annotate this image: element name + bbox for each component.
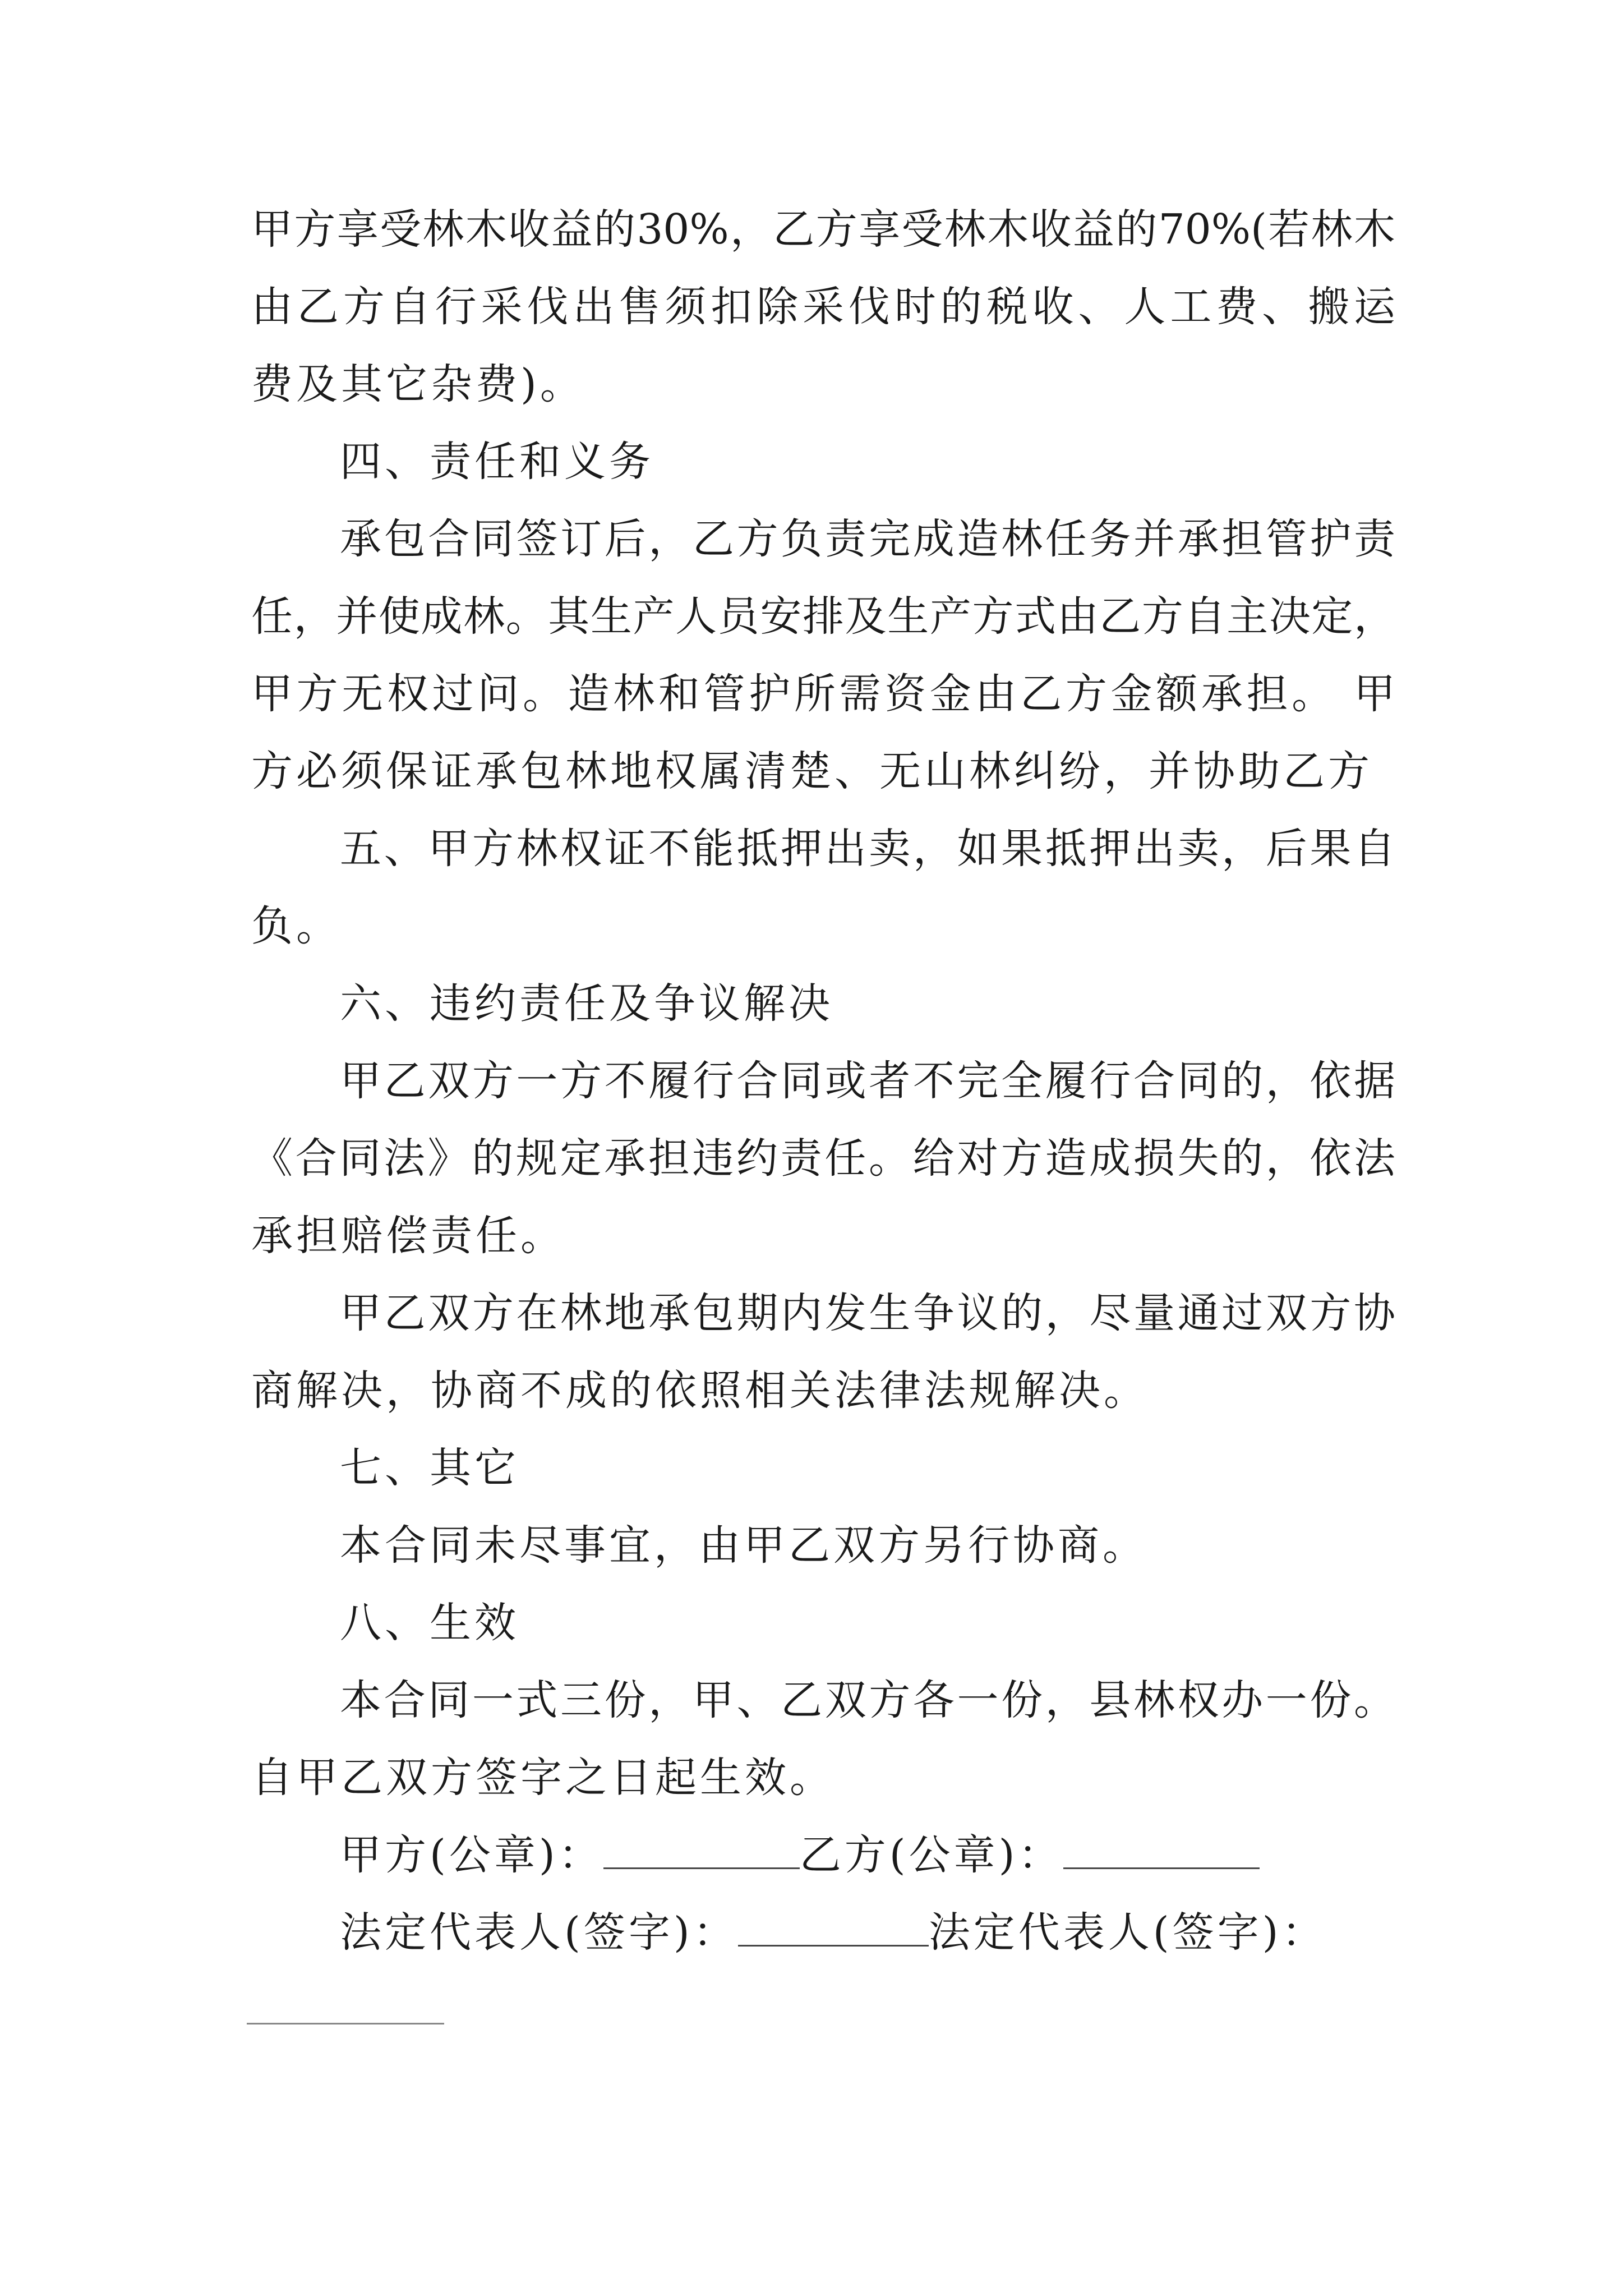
- text-line: 甲乙双方在林地承包期内发生争议的，尽量通过双方协: [340, 1289, 1395, 1337]
- text-line: 商解决，协商不成的依照相关法律法规解决。: [251, 1366, 1149, 1415]
- text-line: 本合同一式三份，甲、乙双方各一份，县林权办一份。: [340, 1676, 1395, 1724]
- text-line: 本合同未尽事宜，由甲乙双方另行协商。: [340, 1521, 1147, 1570]
- party-b-seal-label: 乙方(公章)：: [799, 1831, 1063, 1879]
- text-line: 承包合同签订后，乙方负责完成造林任务并承担管护责: [340, 515, 1395, 563]
- text-line: 甲方享受林木收益的30%，乙方享受林木收益的70%(若林木: [251, 205, 1395, 254]
- rep-a-blank: [738, 1910, 929, 1947]
- text-line: 四、责任和义务: [340, 438, 654, 486]
- document-body: [251, 191, 1395, 1971]
- text-line: 七、其它: [340, 1444, 519, 1492]
- text-line: 甲方无权过问。造林和管护所需资金由乙方金额承担。 甲: [251, 670, 1395, 718]
- text-line: 任，并使成林。其生产人员安排及生产方式由乙方自主决定，: [251, 592, 1395, 641]
- text-line: 费及其它杂费)。: [251, 360, 585, 408]
- text-line: 承担赔偿责任。: [251, 1212, 565, 1260]
- text-lines: [251, 191, 1395, 1816]
- seal-line: [251, 1816, 1395, 1894]
- text-line: 《合同法》的规定承担违约责任。给对方造成损失的，依法: [251, 1134, 1395, 1182]
- text-line: 由乙方自行采伐出售须扣除采伐时的税收、人工费、搬运: [251, 283, 1395, 331]
- text-line: 负。: [251, 902, 341, 950]
- representative-line: [251, 1894, 1395, 1971]
- footnote-rule: [247, 2023, 444, 2024]
- rep-a-label: 法定代表人(签字)：: [340, 1908, 738, 1957]
- rep-b-label: 法定代表人(签字)：: [928, 1908, 1327, 1957]
- text-line: 六、违约责任及争议解决: [340, 979, 833, 1028]
- text-line: 自甲乙双方签字之日起生效。: [251, 1754, 834, 1802]
- party-a-seal-blank: [603, 1833, 800, 1869]
- text-line: 甲乙双方一方不履行合同或者不完全履行合同的，依据: [340, 1057, 1395, 1105]
- text-line: 五、甲方林权证不能抵押出卖，如果抵押出卖，后果自: [340, 825, 1395, 873]
- party-a-seal-label: 甲方(公章)：: [340, 1831, 603, 1879]
- text-line: 八、生效: [340, 1599, 519, 1647]
- party-b-seal-blank: [1063, 1833, 1260, 1869]
- text-line: 方必须保证承包林地权属清楚、无山林纠纷，并协助乙方: [251, 747, 1373, 795]
